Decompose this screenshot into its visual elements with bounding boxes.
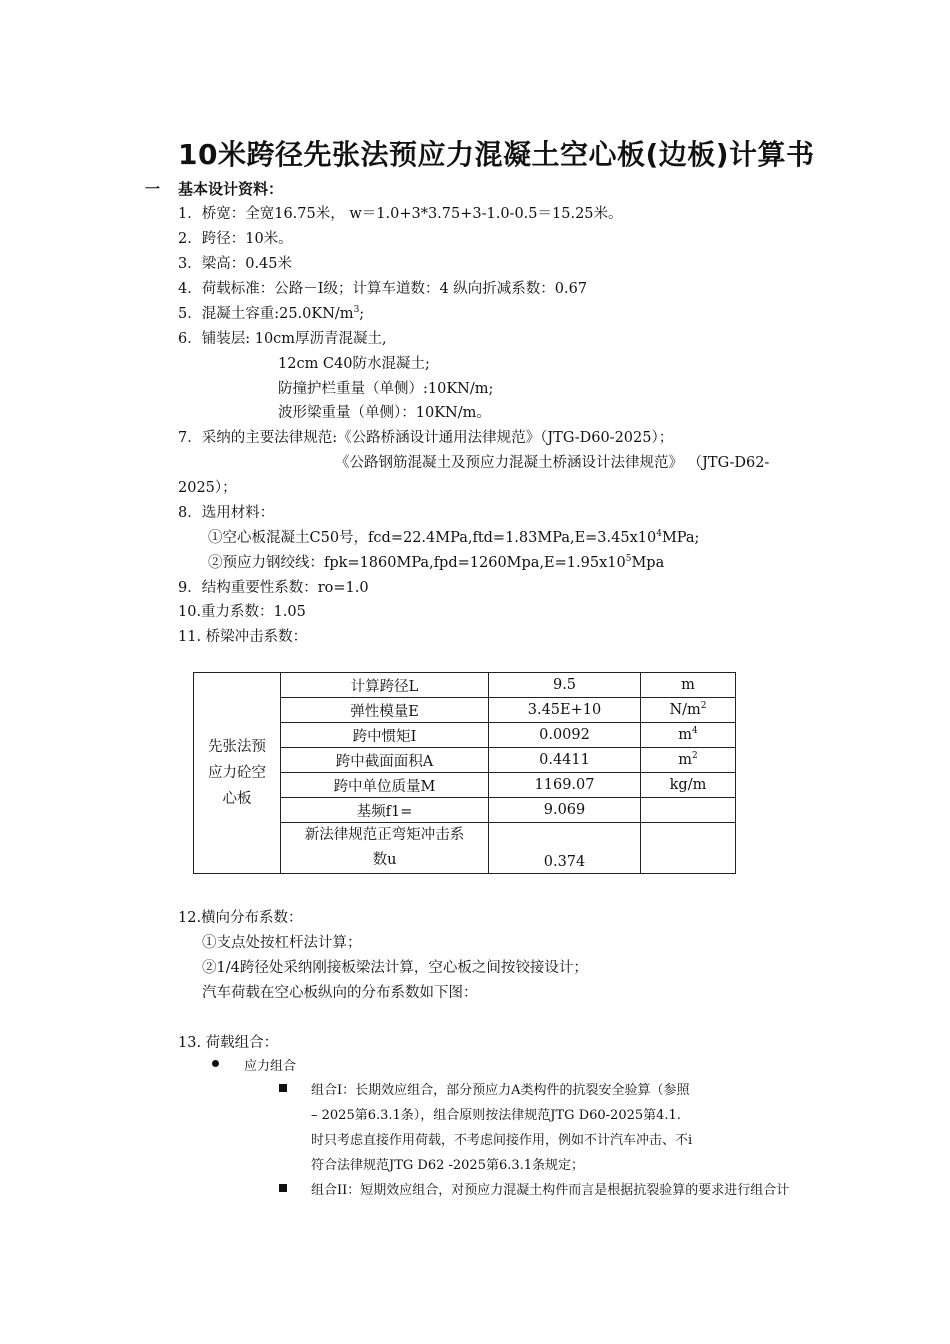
value-cell: 9.5 bbox=[489, 673, 641, 698]
combo1-line: 组合I：长期效应组合，部分预应力A类构件的抗裂安全验算（参照 bbox=[311, 1083, 690, 1098]
unit-text: m bbox=[678, 752, 692, 768]
material-strand-exponent: 5 bbox=[625, 554, 632, 565]
material-concrete-unit: MPa; bbox=[661, 530, 700, 546]
value-cell: 1169.07 bbox=[489, 773, 641, 798]
material-strand bbox=[208, 551, 664, 572]
value-cell: 9.069 bbox=[489, 798, 641, 823]
item-span: 2．跨径：10米。 bbox=[178, 231, 293, 247]
param-cell: 弹性模量E bbox=[281, 698, 489, 723]
combo1-line: 符合法律规范JTG D62 -2025第6.3.1条规定； bbox=[311, 1158, 585, 1173]
combo1-line: – 2025第6.3.1条），组合原则按法律规范JTG D60-2025第4.1. bbox=[311, 1108, 681, 1123]
distribution-support: ①支点处按杠杆法计算； bbox=[202, 935, 362, 951]
unit-cell bbox=[641, 723, 736, 748]
impact-coefficient-table bbox=[193, 672, 736, 874]
unit-cell bbox=[641, 698, 736, 723]
unit-exponent: 2 bbox=[700, 701, 707, 712]
unit-exponent: 4 bbox=[692, 726, 698, 737]
unit-text: m bbox=[681, 677, 695, 693]
param-line: 数u bbox=[372, 852, 397, 868]
item-importance-factor: 9．结构重要性系数：ro=1.0 bbox=[178, 580, 369, 596]
section13-heading: 13. 荷载组合： bbox=[178, 1035, 279, 1051]
param-cell: 计算跨径L bbox=[281, 673, 489, 698]
value-cell: 0.374 bbox=[489, 823, 641, 874]
bullet-icon bbox=[212, 1060, 219, 1067]
square-bullet-icon bbox=[279, 1184, 287, 1192]
group-label-line: 应力砼空 bbox=[208, 765, 266, 781]
value-cell: 0.0092 bbox=[489, 723, 641, 748]
item-codes-line3: 2025）； bbox=[178, 480, 237, 496]
section-heading: 基本设计资料： bbox=[178, 180, 284, 198]
concrete-density-tail: ; bbox=[359, 306, 365, 322]
unit-text: N/m bbox=[669, 702, 701, 718]
param-cell bbox=[281, 823, 489, 874]
concrete-density-text: 5．混凝土容重:25.0KN/m bbox=[178, 306, 354, 322]
section-number: 一 bbox=[145, 180, 161, 198]
material-strand-unit: Mpa bbox=[631, 555, 665, 571]
unit-cell bbox=[641, 823, 736, 874]
stress-combination-label: 应力组合 bbox=[244, 1059, 297, 1074]
item-impact-factor: 11. 桥梁冲击系数： bbox=[178, 629, 308, 645]
distribution-quarter-span: ②1/4跨径处采纳刚接板梁法计算，空心板之间按铰接设计； bbox=[202, 960, 588, 976]
item-codes-line1: 7．采纳的主要法律规范:《公路桥涵设计通用法律规范》（JTG-D60-2025）； bbox=[178, 430, 674, 446]
concrete-density-exponent: 3 bbox=[353, 305, 360, 316]
item-pavement: 6．铺装层: 10cm厚沥青混凝土, bbox=[178, 331, 387, 347]
value-cell: 0.4411 bbox=[489, 748, 641, 773]
pavement-layer-2: 12cm C40防水混凝土; bbox=[278, 356, 430, 372]
item-bridge-width: 1．桥宽：全宽16.75米， w＝1.0+3*3.75+3-1.0-0.5＝15.25米。 bbox=[178, 206, 623, 222]
pavement-guardrail: 防撞护栏重量（单侧）:10KN/m; bbox=[278, 381, 494, 397]
distribution-vehicle: 汽车荷载在空心板纵向的分布系数如下图： bbox=[202, 985, 478, 1001]
group-label-line: 先张法预 bbox=[208, 739, 266, 755]
item-load-standard: 4．荷载标准：公路－Ⅰ级；计算车道数：4 纵向折减系数：0.67 bbox=[178, 281, 588, 297]
unit-cell bbox=[641, 773, 736, 798]
item-concrete-density bbox=[178, 302, 364, 323]
group-label-cell bbox=[194, 673, 281, 874]
combo2-line: 组合II：短期效应组合，对预应力混凝土构件而言是根据抗裂验算的要求进行组合计 bbox=[311, 1183, 790, 1198]
value-cell: 3.45E+10 bbox=[489, 698, 641, 723]
material-concrete bbox=[208, 526, 699, 547]
item-gravity-factor: 10.重力系数：1.05 bbox=[178, 604, 306, 620]
unit-cell bbox=[641, 673, 736, 698]
pavement-beam-guardrail: 波形梁重量（单侧）：10KN/m。 bbox=[278, 405, 491, 421]
material-concrete-text: ①空心板混凝土C50号，fcd=22.4MPa,ftd=1.83MPa,E=3.45x10 bbox=[208, 530, 657, 546]
material-strand-text: ②预应力钢绞线：fpk=1860MPa,fpd=1260Mpa,E=1.95x10 bbox=[208, 555, 626, 571]
combo1-line: 时只考虑直接作用荷载，不考虑间接作用，例如不计汽车冲击、不i bbox=[311, 1133, 693, 1148]
item-materials: 8．选用材料： bbox=[178, 505, 275, 521]
unit-exponent: 2 bbox=[692, 751, 698, 762]
param-cell: 跨中单位质量M bbox=[281, 773, 489, 798]
square-bullet-icon bbox=[279, 1084, 287, 1092]
table-row bbox=[194, 673, 736, 698]
param-cell: 跨中惯矩I bbox=[281, 723, 489, 748]
item-codes-line2: 《公路钢筋混凝土及预应力混凝土桥涵设计法律规范》 （JTG-D62- bbox=[335, 455, 770, 471]
material-concrete-exponent: 4 bbox=[656, 529, 662, 540]
unit-text: kg/m bbox=[669, 777, 707, 793]
param-line: 新法律规范正弯矩冲击系 bbox=[304, 827, 465, 843]
section12-heading: 12.横向分布系数： bbox=[178, 910, 303, 926]
document-title: 10米跨径先张法预应力混凝土空心板(边板)计算书 bbox=[178, 138, 815, 171]
unit-cell bbox=[641, 748, 736, 773]
unit-cell bbox=[641, 798, 736, 823]
unit-text: m bbox=[678, 727, 692, 743]
param-cell: 跨中截面面积A bbox=[281, 748, 489, 773]
param-cell: 基频f1= bbox=[281, 798, 489, 823]
item-beam-height: 3．梁高：0.45米 bbox=[178, 256, 293, 272]
group-label-line: 心板 bbox=[222, 791, 252, 807]
